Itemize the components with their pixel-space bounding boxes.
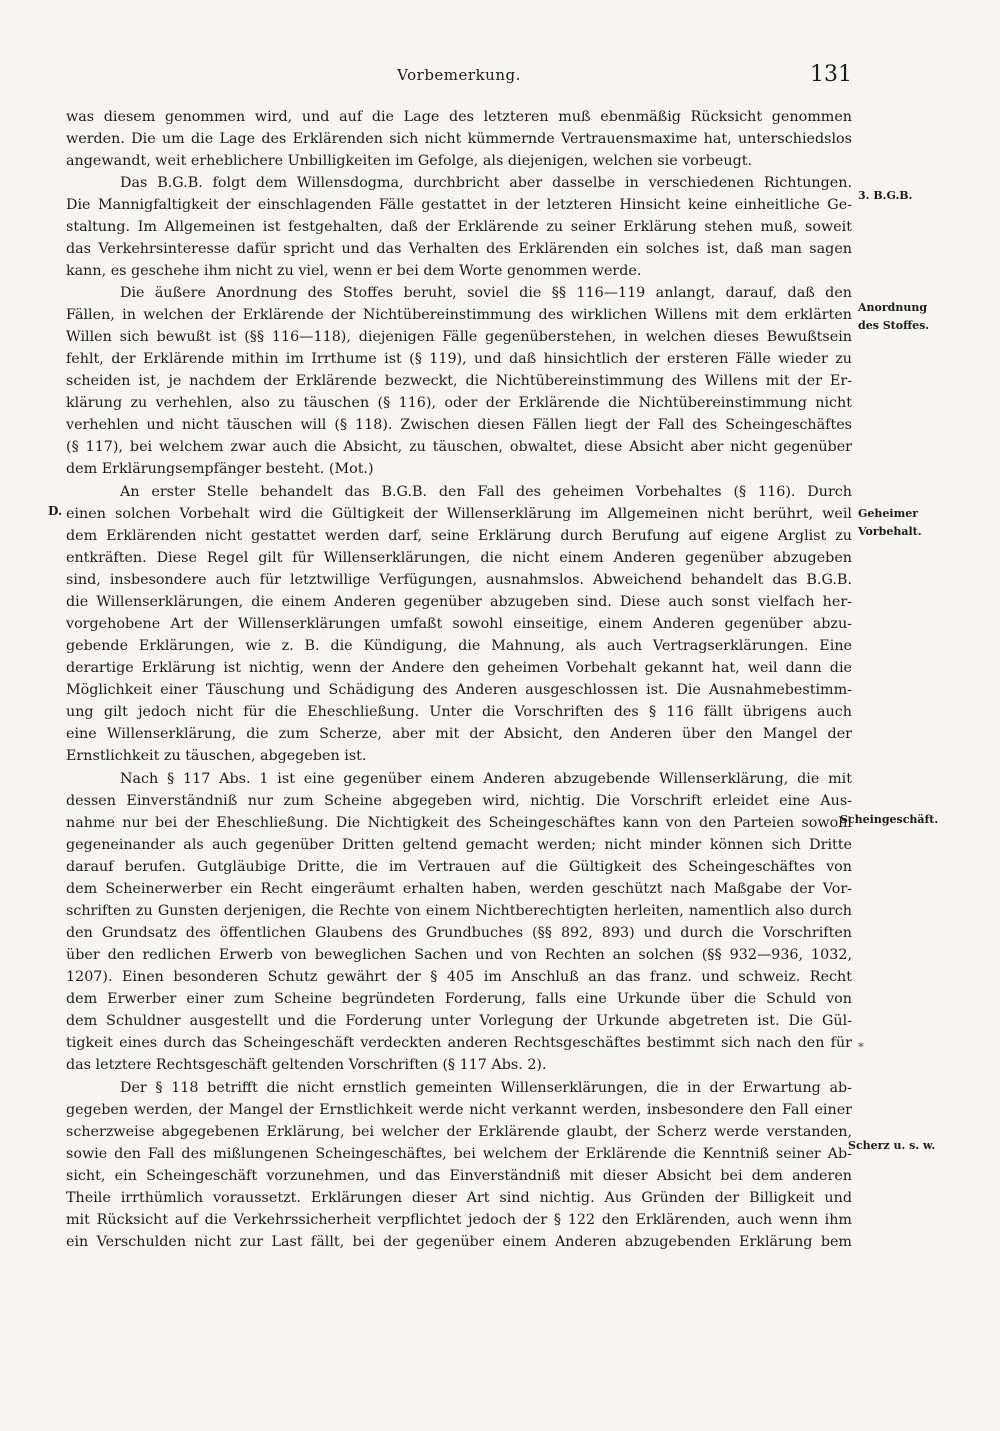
text-line: Möglichkeit einer Täuschung und Schädigung des Anderen ausgeschlossen ist. Die Ausnahmebestimm- — [66, 682, 852, 698]
text-line: klärung zu verhehlen, also zu täuschen (§ 116), oder der Erklärende die Nichtübereinstimmung nicht — [66, 395, 852, 411]
text-line: Die äußere Anordnung des Stoffes beruht, soviel die §§ 116—119 anlangt, darauf, daß den — [120, 285, 852, 301]
text-line: schriften zu Gunsten derjenigen, die Rechte von einem Nichtberechtigten herleiten, namentlich also durch — [66, 903, 852, 919]
text-line: 1207). Einen besonderen Schutz gewährt der § 405 im Anschluß an das franz. und schweiz. Recht — [66, 969, 852, 985]
margin-note-anordnung-cont: des Stoffes. — [858, 319, 930, 332]
text-line: Fällen, in welchen der Erklärende der Nichtübereinstimmung des wirklichen Willens mit dem erklärten — [66, 307, 852, 323]
text-line: Das B.G.B. folgt dem Willensdogma, durchbricht aber dasselbe in verschiedenen Richtungen. — [120, 175, 852, 191]
text-line: Theile irrthümlich voraussetzt. Erklärungen dieser Art sind nichtig. Aus Gründen der Billigkeit und — [66, 1190, 852, 1206]
text-line: sowie den Fall des mißlungenen Scheingeschäftes, bei welchem der Erklärende die Kenntniß seiner Ab- — [66, 1146, 852, 1162]
text-line: angewandt, weit erheblichere Unbilligkeiten im Gefolge, als diejenigen, welchen sie vorbeugt. — [66, 153, 753, 169]
text-line: ein Verschulden nicht zur Last fällt, bei der gegenüber einem Anderen abzugebenden Erklärung bem — [66, 1234, 852, 1250]
text-line: dem Schuldner ausgestellt und die Forderung unter Vorlegung der Urkunde abgetreten ist. Die Gül- — [66, 1013, 852, 1029]
text-line: tigkeit eines durch das Scheingeschäft verdeckten anderen Rechtsgeschäftes bestimmt sich nach den für — [66, 1035, 852, 1051]
text-line: scherzweise abgegebenen Erklärung, bei welcher der Erklärende glaubt, der Scherz werde verstanden, — [66, 1124, 852, 1140]
text-line: eine Willenserklärung, die zum Scherze, aber mit der Absicht, den Anderen über den Mangel der — [66, 726, 852, 742]
text-line: scheiden ist, je nachdem der Erklärende bezweckt, die Nichtübereinstimmung des Willens mit der Er- — [66, 373, 852, 389]
text-line: vorgehobene Art der Willenserklärungen umfaßt sowohl einseitige, einem Anderen gegenüber abzu- — [66, 616, 852, 632]
text-line: sicht, ein Scheingeschäft vorzunehmen, und das Einverständniß mit dieser Absicht bei dem anderen — [66, 1168, 852, 1184]
text-line: ung gilt jedoch nicht für die Eheschließung. Unter die Vorschriften des § 116 fällt übrigens auch — [66, 704, 852, 720]
text-line: gegeneinander als auch gegenüber Dritten geltend gemacht werden; nicht minder können sich Dritte — [66, 837, 852, 853]
left-margin-marker: D. — [48, 504, 63, 518]
margin-asterisk-icon: * — [858, 1040, 864, 1054]
text-line: Ernstlichkeit zu täuschen, abgegeben ist. — [66, 748, 367, 764]
text-line: (§ 117), bei welchem zwar auch die Absicht, zu täuschen, obwaltet, diese Absicht aber nicht gegenüber — [66, 439, 852, 455]
text-line: das letztere Rechtsgeschäft geltenden Vorschriften (§ 117 Abs. 2). — [66, 1057, 547, 1073]
margin-note-scherz: Scherz u. s. w. — [848, 1139, 936, 1152]
text-line: dem Erklärenden nicht gestattet werden darf, seine Erklärung durch Berufung auf eigene Arglist zu — [66, 528, 852, 544]
text-line: nahme nur bei der Eheschließung. Die Nichtigkeit des Scheingeschäftes kann von den Parteien sowohl — [66, 815, 852, 831]
text-line: den Grundsatz des öffentlichen Glaubens des Grundbuches (§§ 892, 893) und durch die Vorschriften — [66, 925, 852, 941]
text-line: entkräften. Diese Regel gilt für Willenserklärungen, die nicht einem Anderen gegenüber abzugeben — [66, 550, 852, 566]
margin-note-vorbehalt-cont: Vorbehalt. — [858, 525, 922, 538]
text-line: kann, es geschehe ihm nicht zu viel, wenn er bei dem Worte genommen werde. — [66, 263, 642, 279]
text-line: über den redlichen Erwerb von beweglichen Sachen und von Rechten an solchen (§§ 932—936, 1032, — [66, 947, 852, 963]
page-number: 131 — [810, 62, 852, 87]
text-line: darauf berufen. Gutgläubige Dritte, die im Vertrauen auf die Gültigkeit des Scheingeschäftes von — [66, 859, 852, 875]
text-line: Nach § 117 Abs. 1 ist eine gegenüber einem Anderen abzugebende Willenserklärung, die mit — [120, 771, 852, 787]
text-line: was diesem genommen wird, und auf die Lage des letzteren muß ebenmäßig Rücksicht genommen — [66, 109, 852, 125]
body-text — [66, 106, 852, 1253]
page-header — [66, 62, 852, 88]
text-line: dessen Einverständniß nur zum Scheine abgegeben wird, nichtig. Die Vorschrift erleidet eine Aus- — [66, 793, 852, 809]
running-title: Vorbemerkung. — [397, 66, 521, 84]
text-line: derartige Erklärung ist nichtig, wenn der Andere den geheimen Vorbehalt gekannt hat, weil dann die — [66, 660, 852, 676]
margin-note-scheingeschaeft: Scheingeschäft. — [840, 813, 939, 826]
text-line: werden. Die um die Lage des Erklärenden sich nicht kümmernde Vertrauensmaxime hat, unterschiedslos — [66, 131, 852, 147]
text-line: Der § 118 betrifft die nicht ernstlich gemeinten Willenserklärungen, die in der Erwartung ab- — [120, 1080, 852, 1096]
text-line: das Verkehrsinteresse dafür spricht und das Verhalten des Erklärenden ein solches ist, daß man sagen — [66, 241, 852, 257]
text-line: Die Mannigfaltigkeit der einschlagenden Fälle gestattet in der letzteren Hinsicht keine einheitliche Ge- — [66, 197, 852, 213]
text-line: dem Erwerber einer zum Scheine begründeten Forderung, falls eine Urkunde über die Schuld von — [66, 991, 852, 1007]
text-line: die Willenserklärungen, die einem Anderen gegenüber abzugeben sind. Diese auch sonst vielfach her- — [66, 594, 852, 610]
text-line: staltung. Im Allgemeinen ist festgehalten, daß der Erklärende zu seiner Erklärung stehen muß, soweit — [66, 219, 852, 235]
margin-note-anordnung: Anordnung — [858, 301, 928, 314]
margin-note-vorbehalt: Geheimer — [858, 507, 919, 520]
text-line: einen solchen Vorbehalt wird die Gültigkeit der Willenserklärung im Allgemeinen nicht berührt, weil — [66, 506, 852, 522]
text-line: An erster Stelle behandelt das B.G.B. den Fall des geheimen Vorbehaltes (§ 116). Durch — [120, 484, 852, 500]
text-line: mit Rücksicht auf die Verkehrssicherheit verpflichtet jedoch der § 122 den Erklärenden, auch wenn ihm — [66, 1212, 852, 1228]
text-line: gegeben werden, der Mangel der Ernstlichkeit werde nicht verkannt werden, insbesondere den Fall einer — [66, 1102, 852, 1118]
margin-note-bgb: 3. B.G.B. — [858, 189, 913, 202]
text-line: sind, insbesondere auch für letztwillige Verfügungen, ausnahmslos. Abweichend behandelt das B.G.B. — [66, 572, 852, 588]
text-line: dem Scheinerwerber ein Recht eingeräumt erhalten haben, werden geschützt nach Maßgabe der Vor- — [66, 881, 852, 897]
text-line: verhehlen und nicht täuschen will (§ 118). Zwischen diesen Fällen liegt der Fall des Scheingeschäftes — [66, 417, 852, 433]
text-line: Willen sich bewußt ist (§§ 116—118), diejenigen Fälle gegenüberstehen, in welchen dieses Bewußtsein — [66, 329, 852, 345]
text-line: dem Erklärungsempfänger besteht. (Mot.) — [66, 461, 374, 477]
text-line: fehlt, der Erklärende mithin im Irrthume ist (§ 119), und daß hinsichtlich der ersteren Fälle wieder zu — [66, 351, 852, 367]
text-line: gebende Erklärungen, wie z. B. die Kündigung, die Mahnung, als auch Vertragserklärungen. Eine — [66, 638, 852, 654]
